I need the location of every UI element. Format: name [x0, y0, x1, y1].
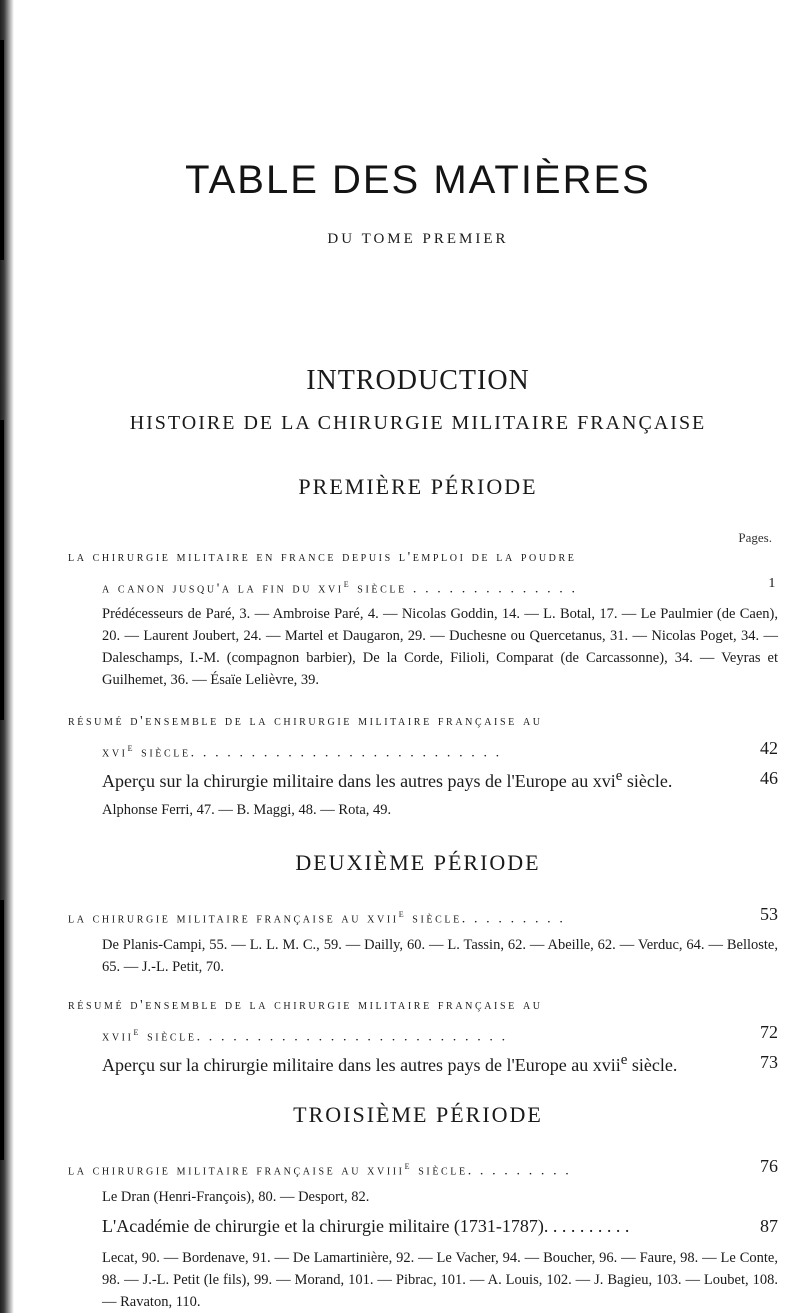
superscript: e	[133, 1025, 142, 1038]
toc-entry-line: résumé d'ensemble de la chirurgie militaire française au	[68, 998, 543, 1013]
toc-entry-text: siècle.	[622, 771, 673, 791]
toc-entry-line	[102, 768, 778, 792]
pages-column-label: Pages.	[738, 530, 772, 545]
toc-entry-p2-apercu	[68, 1052, 778, 1076]
toc-entry-text: siècle.	[627, 1055, 678, 1075]
page-number: 72	[760, 1022, 778, 1042]
toc-entry-line	[68, 901, 778, 933]
toc-leader: siècle . . . . . . . . . . . . . .	[351, 581, 578, 597]
toc-entry-line	[68, 571, 778, 603]
toc-entry-line	[68, 1153, 778, 1185]
toc-entry-text: la chirurgie militaire française au xvii	[68, 911, 399, 927]
superscript: e	[615, 768, 623, 784]
toc-entry-text: a canon jusqu'a la fin du xvi	[102, 581, 344, 597]
page-number: 46	[760, 768, 778, 788]
toc-entry-line: la chirurgie militaire en france depuis l'emploi de la poudre	[68, 550, 577, 565]
page-number: 42	[760, 738, 778, 758]
spine-mark	[0, 40, 4, 260]
page-number: 76	[760, 1156, 778, 1176]
spine-mark	[0, 420, 4, 720]
toc-entry-p2-resume	[68, 993, 778, 1051]
toc-entry-text: Aperçu sur la chirurgie militaire dans les autres pays de l'Europe au xvi	[102, 771, 616, 791]
toc-entry-details: Lecat, 90. — Bordenave, 91. — De Lamartinière, 92. — Le Vacher, 94. — Boucher, 96. — Faure, 98. — Le Conte, 98. — J.-L. Petit (le fils), 99. — Morand, 101. — Pibrac, 101. — A. Louis, 102. — J. Bagieu, 103. — Loubet, 108. — Ravaton, 110.	[102, 1250, 778, 1310]
toc-entry-p1-chirurgie	[68, 545, 778, 603]
page-title: TABLE DES MATIÈRES	[185, 158, 651, 202]
history-heading: HISTOIRE DE LA CHIRURGIE MILITAIRE FRANÇAISE	[129, 412, 707, 434]
toc-entry-p1-resume	[68, 709, 778, 767]
page-number: 73	[760, 1052, 778, 1072]
toc-entry-text: Aperçu sur la chirurgie militaire dans les autres pays de l'Europe au xvii	[102, 1055, 621, 1075]
toc-entry-text: xvii	[102, 1029, 134, 1045]
toc-entry-p2-chirurgie	[68, 901, 778, 933]
page-number: 87	[760, 1216, 778, 1236]
toc-entry-text: la chirurgie militaire française au xviii	[68, 1163, 405, 1179]
toc-leader: siècle. . . . . . . . . . . . . . . . . . . . . . . . . .	[141, 1029, 508, 1045]
superscript: e	[343, 577, 352, 590]
toc-entry-details: Prédécesseurs de Paré, 3. — Ambroise Paré, 4. — Nicolas Goddin, 14. — L. Botal, 17. — Le Paulmier (de Caen), 20. — Laurent Joubert, 24. — Martel et Daugaron, 29. — Duchesne ou Quercetanus, 31. — Nicolas Poget, 34. — Daleschamps, I.-M. (compagnon barbier), De la Corde, Filioli, Comparat (de Carcassonne), 34. — Veyras et Guilhemet, 36. — Ésaïe Lelièvre, 39.	[102, 606, 778, 688]
toc-entry-details: Alphonse Ferri, 47. — B. Maggi, 48. — Rota, 49.	[102, 802, 392, 818]
toc-entry-p3-academie	[68, 1216, 778, 1237]
toc-entry-line	[68, 735, 778, 767]
toc-leader: siècle. . . . . . . . .	[406, 911, 566, 927]
toc-entry-line: résumé d'ensemble de la chirurgie militaire française au	[68, 714, 543, 729]
toc-entry-details: De Planis-Campi, 55. — L. L. M. C., 59. — Dailly, 60. — L. Tassin, 62. — Abeille, 62. — Verduc, 64. — Belloste, 65. — J.-L. Petit, 70.	[102, 937, 778, 975]
toc-entry-p3-chirurgie	[68, 1153, 778, 1185]
period-1-title: PREMIÈRE PÉRIODE	[298, 474, 538, 499]
spine-mark	[0, 900, 4, 1160]
superscript: e	[620, 1052, 628, 1068]
book-spine-shadow	[0, 0, 14, 1313]
page-subtitle: DU TOME PREMIER	[327, 231, 509, 247]
toc-entry-line	[68, 1019, 778, 1051]
superscript: e	[404, 1159, 413, 1172]
toc-entry-details: Le Dran (Henri-François), 80. — Desport, 82.	[102, 1189, 370, 1205]
toc-entry-p1-apercu	[68, 768, 778, 792]
table-of-contents-page	[68, 0, 778, 1313]
page-number: 53	[760, 904, 778, 924]
page-number: 1	[768, 576, 778, 591]
introduction-heading: INTRODUCTION	[306, 365, 530, 396]
period-3-title: TROISIÈME PÉRIODE	[293, 1102, 543, 1127]
toc-entry-line	[102, 1052, 778, 1076]
superscript: e	[127, 741, 136, 754]
toc-entry-text: xvi	[102, 745, 128, 761]
superscript: e	[398, 907, 407, 920]
toc-entry-text: L'Académie de chirurgie et la chirurgie militaire (1731-1787). . . . . . . . . .	[102, 1216, 630, 1236]
period-2-title: DEUXIÈME PÉRIODE	[295, 850, 541, 875]
toc-leader: siècle. . . . . . . . .	[412, 1163, 572, 1179]
toc-leader: siècle. . . . . . . . . . . . . . . . . . . . . . . . . .	[135, 745, 502, 761]
toc-entry-line	[102, 1216, 778, 1237]
